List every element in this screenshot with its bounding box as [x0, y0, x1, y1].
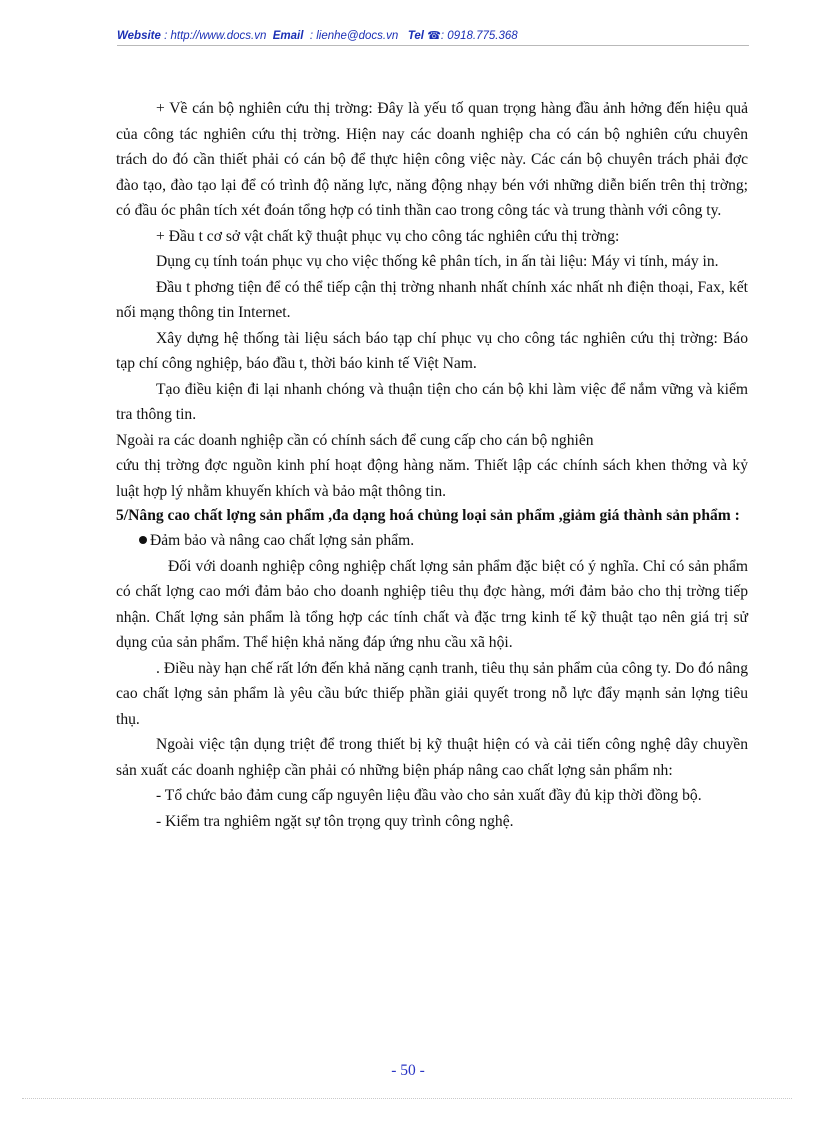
footer-divider — [22, 1098, 792, 1099]
paragraph-facilities: + Đầu t cơ sở vật chất kỹ thuật phục vụ cho công tác nghiên cứu thị trờng: — [156, 227, 620, 245]
phone-icon: ☎ — [427, 30, 441, 42]
paragraph-measures: Ngoài việc tận dụng triệt để trong thiết bị kỹ thuật hiện có và cải tiến công nghệ dây chuyền sản xuất các doanh nghiệp cần phải có những biện pháp nâng cao chất lợng sản phẩm nh: — [116, 736, 748, 779]
tel-label: Tel — [407, 30, 425, 42]
tel-value: : 0918.775.368 — [440, 30, 518, 42]
paragraph-policy-cont: cứu thị trờng đợc nguồn kinh phí hoạt động hàng năm. Thiết lập các chính sách khen thởng và kỷ luật hợp lý nhằm khuyến khích và bảo mật thông tin. — [116, 457, 748, 500]
paragraph-tools: Dụng cụ tính toán phục vụ cho việc thống kê phân tích, in ấn tài liệu: Máy vi tính, máy in. — [156, 253, 719, 270]
website-value: : http://www.docs.vn — [164, 30, 267, 42]
bullet-icon — [139, 536, 147, 544]
paragraph-policy-line1: Ngoài ra các doanh nghiệp cần có chính sách để cung cấp cho cán bộ nghiên — [116, 431, 594, 449]
paragraph-library: Xây dựng hệ thống tài liệu sách báo tạp chí phục vụ cho công tác nghiên cứu thị trờng: Báo tạp chí công nghiệp, báo đầu t, thời báo kinh tế Việt Nam. — [116, 329, 748, 372]
bullet-text: Đảm bảo và nâng cao chất lợng sản phẩm. — [150, 532, 415, 549]
paragraph-competition: . Điều này hạn chế rất lớn đến khả năng cạnh tranh, tiêu thụ sản phẩm của công ty. Do đó nâng cao chất lợng sản phẩm là yêu cầu bức thiếp phần giải quyết trong nỗ lực đẩy mạnh sản lợng tiêu thụ. — [116, 659, 748, 728]
email-label: Email — [272, 30, 304, 42]
paragraph-inspection: - Kiểm tra nghiêm ngặt sự tôn trọng quy trình công nghệ. — [156, 812, 514, 830]
paragraph-materials: - Tổ chức bảo đảm cung cấp nguyên liệu đầu vào cho sản xuất đầy đủ kịp thời đồng bộ. — [156, 787, 702, 804]
document-body — [116, 96, 748, 834]
header-divider — [117, 45, 749, 46]
paragraph-quality: Đối với doanh nghiệp công nghiệp chất lợng sản phẩm đặc biệt có ý nghĩa. Chỉ có sản phẩm có chất lợng cao mới đảm bảo cho doanh nghiệp tiêu thụ đợc hàng, mới đảm bảo cho thị trờng tiếp nhận. Chất lợng sản phẩm là tổng hợp các tính chất và đặc trng kinh tế kỹ thuật tạo nên giá trị sử dụng của sản phẩm. Thể hiện khả năng đáp ứng nhu cầu xã hội. — [116, 557, 748, 651]
website-label: Website — [117, 30, 161, 42]
bullet-item — [116, 528, 748, 554]
paragraph-equipment: Đầu t phơng tiện để có thể tiếp cận thị trờng nhanh nhất chính xác nhất nh điện thoại, Fax, kết nối mạng thông tin Internet. — [116, 278, 748, 321]
paragraph-research-staff: + Về cán bộ nghiên cứu thị trờng: Đây là yếu tố quan trọng hàng đầu ảnh hởng đến hiệu quả của công tác nghiên cứu thị trờng. Hiện nay các doanh nghiệp cha có cán bộ nghiên cứu chuyên trách do đó cần thiết phải có cán bộ để thực hiện công việc này. Các cán bộ chuyên trách phải đợc đào tạo, đào tạo lại để có trình độ năng lực, năng động nhạy bén với những diễn biến trên thị trờng; có đầu óc phân tích xét đoán tổng hợp có tinh thần cao trong công tác và trung thành với công ty. — [116, 100, 748, 219]
section-title: 5/Nâng cao chất lợng sản phẩm ,đa dạng hoá chủng loại sản phẩm ,giảm giá thành sản phẩm : — [116, 507, 740, 524]
email-value: : lienhe@docs.vn — [309, 30, 399, 42]
page-number: - 50 - — [391, 1062, 425, 1079]
page-header — [117, 29, 518, 42]
paragraph-conditions: Tạo điều kiện đi lại nhanh chóng và thuận tiện cho cán bộ khi làm việc để nắm vững và kiểm tra thông tin. — [116, 380, 748, 423]
